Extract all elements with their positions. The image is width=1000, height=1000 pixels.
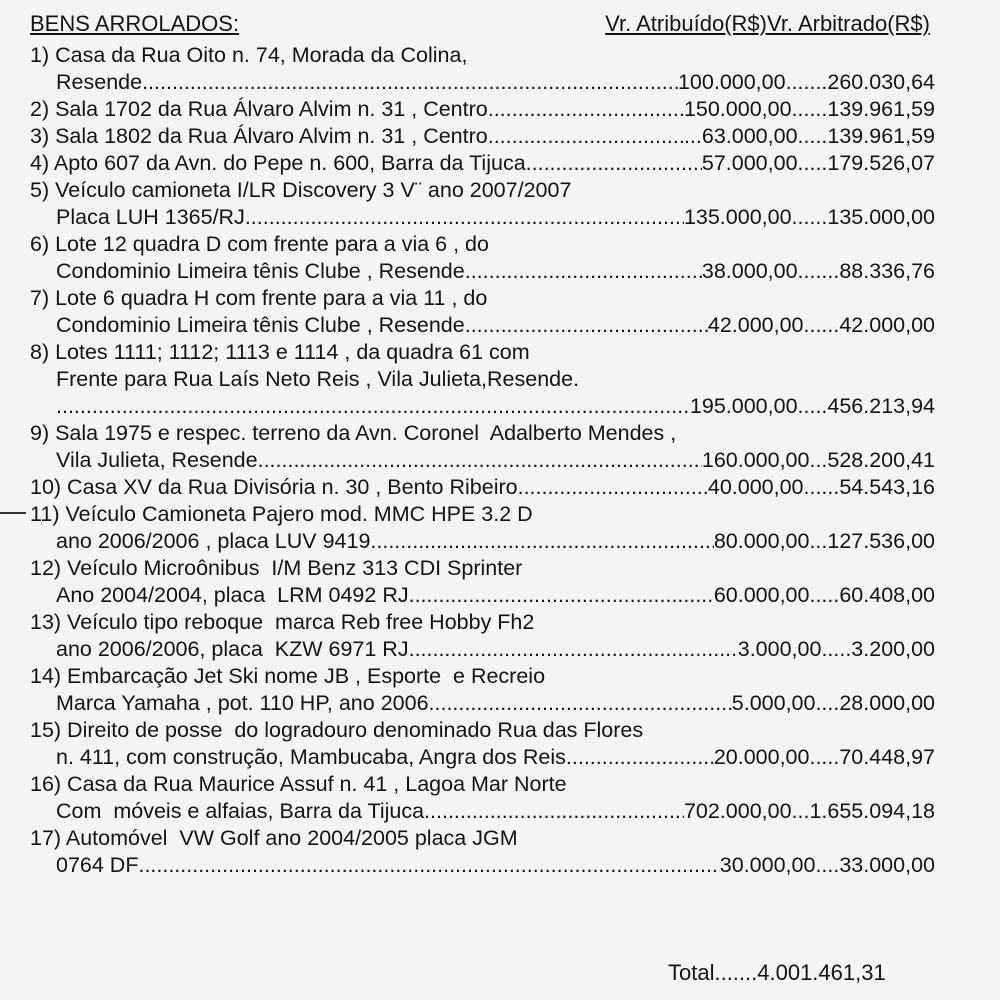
asset-description-line: 1) Casa da Rua Oito n. 74, Morada da Colina, <box>30 43 468 67</box>
asset-list <box>30 42 935 879</box>
asset-value-line <box>30 312 935 339</box>
asset-values: 135.000,00......135.000,00 <box>683 205 935 229</box>
asset-value-line <box>30 96 935 123</box>
dot-leader <box>56 393 690 420</box>
asset-values: 100.000,00.......260.030,64 <box>677 70 935 94</box>
dot-leader <box>465 258 702 285</box>
asset-description: 2) Sala 1702 da Rua Álvaro Alvim n. 31 , Centro <box>30 97 488 121</box>
dot-leader <box>409 636 738 663</box>
asset-values: 30.000,00....33.000,00 <box>719 853 935 877</box>
dot-leader <box>429 690 732 717</box>
dot-leader <box>518 474 708 501</box>
asset-description-line: 13) Veículo tipo reboque marca Reb free Hobby Fh2 <box>30 610 535 634</box>
asset-description: n. 411, com construção, Mambucaba, Angra dos Reis.. <box>56 745 578 769</box>
asset-description: Placa LUH 1365/RJ <box>56 205 245 229</box>
asset-description: Resende <box>56 70 143 94</box>
asset-item <box>30 420 935 474</box>
asset-value-line <box>30 744 935 771</box>
dot-leader <box>142 69 678 96</box>
asset-value-line <box>30 690 935 717</box>
asset-values: 80.000,00...127.536,00 <box>713 529 935 553</box>
asset-description: 0764 DF <box>56 853 139 877</box>
asset-item <box>30 825 935 879</box>
asset-values: 195.000,00.....456.213,94 <box>689 394 935 418</box>
asset-item <box>30 474 935 501</box>
header-title: BENS ARROLADOS: <box>30 11 240 36</box>
asset-value-line <box>30 582 935 609</box>
asset-value-line <box>30 204 935 231</box>
asset-value-line <box>30 447 935 474</box>
asset-item <box>30 609 935 663</box>
asset-item <box>30 555 935 609</box>
asset-values: 5.000,00....28.000,00 <box>731 691 935 715</box>
asset-description: ano 2006/2006, placa KZW 6971 RJ <box>56 637 409 661</box>
asset-values: 42.000,00......42.000,00 <box>707 313 935 337</box>
dot-leader <box>424 798 684 825</box>
asset-value-line <box>30 852 935 879</box>
asset-description: Ano 2004/2004, placa LRM 0492 RJ <box>56 583 409 607</box>
dot-leader <box>409 582 714 609</box>
asset-value-line <box>30 528 935 555</box>
asset-description-line: 15) Direito de posse do logradouro denominado Rua das Flores <box>30 718 644 742</box>
asset-values: ...63.000,00.....139.961,59 <box>683 124 935 148</box>
asset-values: 3.000,00.....3.200,00 <box>737 637 935 661</box>
asset-description-line: 7) Lote 6 quadra H com frente para a via 11 , do <box>30 286 488 310</box>
asset-description: 10) Casa XV da Rua Divisória n. 30 , Bento Ribeiro <box>30 475 518 499</box>
asset-item <box>30 663 935 717</box>
asset-values: 702.000,00...1.655.094,18 <box>683 799 935 823</box>
asset-value-line <box>30 474 935 501</box>
dot-leader <box>245 204 684 231</box>
margin-mark <box>0 512 26 514</box>
header <box>30 8 930 40</box>
asset-value-line <box>30 798 935 825</box>
asset-item <box>30 150 935 177</box>
asset-item <box>30 339 935 420</box>
asset-description: 4) Apto 607 da Avn. do Pepe n. 600, Barra da Tijuca <box>30 151 526 175</box>
asset-description: Condominio Limeira tênis Clube , Resende <box>56 259 465 283</box>
asset-description: Condominio Limeira tênis Clube , Resende <box>56 313 465 337</box>
dot-leader <box>526 150 702 177</box>
asset-description-line: 16) Casa da Rua Maurice Assuf n. 41 , Lagoa Mar Norte <box>30 772 567 796</box>
asset-description: ano 2006/2006 , placa LUV 9419 <box>56 529 371 553</box>
asset-value-line <box>30 123 935 150</box>
asset-description-line: 14) Embarcação Jet Ski nome JB , Esporte e Recreio <box>30 664 546 688</box>
dot-leader <box>488 123 684 150</box>
asset-item <box>30 231 935 285</box>
asset-item <box>30 501 935 555</box>
asset-values: 160.000,00...528.200,41 <box>701 448 935 472</box>
asset-description: 3) Sala 1802 da Rua Álvaro Alvim n. 31 , Centro <box>30 124 488 148</box>
asset-item <box>30 285 935 339</box>
asset-description: Com móveis e alfaias, Barra da Tijuca <box>56 799 425 823</box>
asset-item <box>30 42 935 96</box>
asset-description: Vila Julieta, Resende <box>56 448 258 472</box>
asset-description-line: 5) Veículo camioneta I/LR Discovery 3 V¨ ano 2007/2007 <box>30 178 572 202</box>
asset-value-line <box>30 393 935 420</box>
asset-item <box>30 96 935 123</box>
total-line: Total.......4.001.461,31 <box>668 960 886 985</box>
asset-description-line: 11) Veículo Camioneta Pajero mod. MMC HPE 3.2 D <box>30 502 533 526</box>
asset-value-line <box>30 150 935 177</box>
asset-item <box>30 177 935 231</box>
dot-leader <box>488 96 684 123</box>
asset-item <box>30 123 935 150</box>
asset-item <box>30 771 935 825</box>
asset-description-line: 17) Automóvel VW Golf ano 2004/2005 placa JGM <box>30 826 518 850</box>
asset-description: Marca Yamaha , pot. 110 HP, ano 2006 <box>56 691 429 715</box>
asset-description-line: 12) Veículo Microônibus I/M Benz 313 CDI Sprinter <box>30 556 523 580</box>
asset-description-line: 9) Sala 1975 e respec. terreno da Avn. Coronel Adalberto Mendes , <box>30 421 677 445</box>
asset-value-line <box>30 258 935 285</box>
asset-values: 57.000,00.....179.526,07 <box>701 151 935 175</box>
asset-values: 150.000,00......139.961,59 <box>683 97 935 121</box>
asset-values: 60.000,00.....60.408,00 <box>713 583 935 607</box>
dot-leader <box>578 744 714 771</box>
dot-leader <box>465 312 708 339</box>
asset-values: 20.000,00.....70.448,97 <box>713 745 935 769</box>
asset-values: 40.000,00......54.543,16 <box>707 475 935 499</box>
asset-description-line: 6) Lote 12 quadra D com frente para a via 6 , do <box>30 232 489 256</box>
dot-leader <box>258 447 702 474</box>
asset-description-line: 8) Lotes 1111; 1112; 1113 e 1114 , da quadra 61 com <box>30 340 530 364</box>
header-columns: Vr. Atribuído(R$)Vr. Arbitrado(R$) <box>605 11 930 36</box>
dot-leader <box>138 852 719 879</box>
asset-value-line <box>30 636 935 663</box>
dot-leader <box>370 528 713 555</box>
asset-values: 38.000,00.......88.336,76 <box>701 259 935 283</box>
asset-description-line: Frente para Rua Laís Neto Reis , Vila Julieta,Resende. <box>56 367 580 391</box>
asset-value-line <box>30 69 935 96</box>
asset-item <box>30 717 935 771</box>
